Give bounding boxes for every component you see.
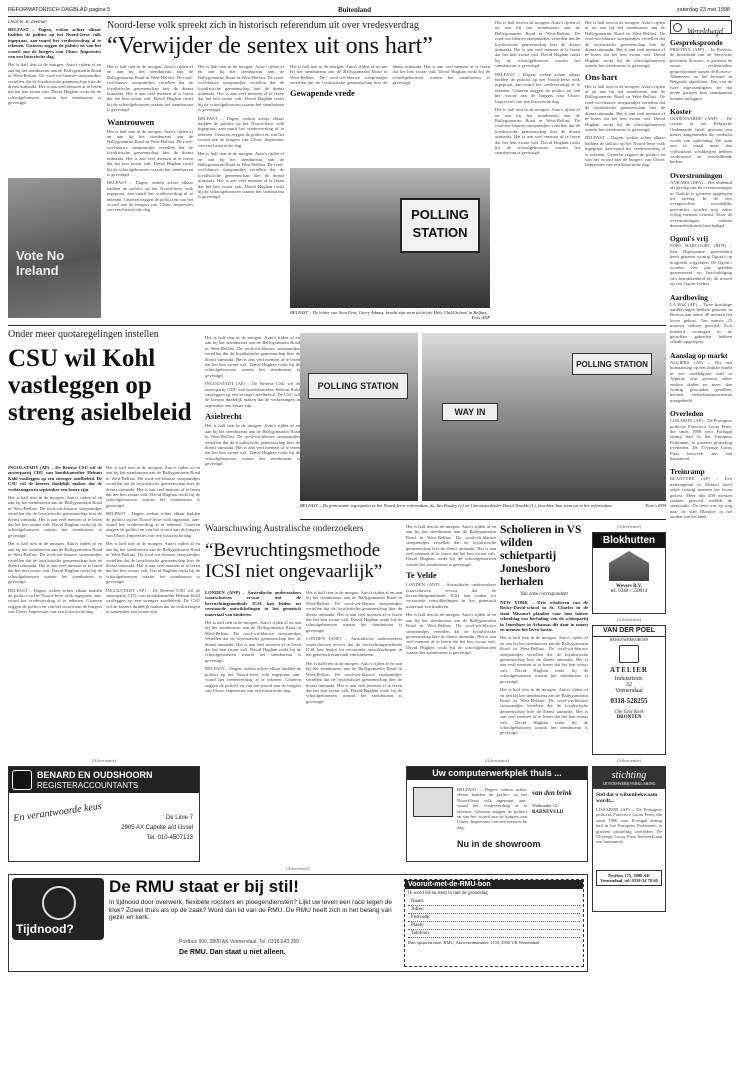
polling-sign: POLLING STATION [400,198,480,253]
computer-slogan: Nu in de showroom [457,839,541,849]
adams-photo [290,168,490,308]
sidebar-head: Koster [670,107,692,117]
vote-photo-paisley [422,333,666,501]
vanderpoel-atelier: ATELIER [610,666,648,674]
cabin-icon [609,551,649,581]
article1-kicker: Noord-Ierse volk spreekt zich in historisch referendum uit over vredesverdrag [107,20,419,31]
computer-street: Wethouder 12 [532,803,558,808]
article2-body-b: Het is half tien in de morgen. Auto's rijden af en aan bij het stembureau aan de Ballygomartin Road in West-Belfast. De rood-wit-blauwe stoeprandjes vertellen dat de loyalistische gemeenschap hier de dienst uitmaakt. Het is aan veel mensen af te lezen dat het hen zwaar valt. David Hughan rookt bij de schoolgebouwen waarin het stembureau is gevestigd. [106,465,200,508]
sidebar-head: Overleden [670,409,704,419]
article1-body-a: Het is half tien in de morgen. Auto's rijden af en aan bij het stembureau aan de Ballygomartin Road in West-Belfast. De rood-wit-blauwe stoeprandjes vertellen dat de loyalistische gemeenschap hier de dienst uitmaakt. Het is aan veel mensen af te lezen dat het hen zwaar valt. David Hughan rookt bij de schoolgebouwen waarin het stembureau is gevestigd. [107,64,193,113]
rmu-form[interactable] [404,879,584,967]
article2-column-b [106,465,200,755]
stichting-ad-label: (Advertentie) [616,758,642,763]
sidebar-head: Aardbeving [670,292,708,302]
article2-body-b3: Het is half tien in de morgen. Auto's rijden af en aan bij het stembureau aan de Ballygomartin Road in West-Belfast. De rood-wit-blauwe stoeprandjes vertellen dat de loyalistische gemeenschap hier de dienst uitmaakt. Het is aan veel mensen af te lezen dat het hen zwaar valt. David Hughan rookt bij de schoolgebouwen waarin het stembureau is gevestigd. [106,541,200,585]
article4-headline: Scholieren in VS wilden schietpartij Jonesboro herhalen [500,524,582,588]
rmu-ad-label: (Advertentie) [285,866,311,871]
sidebar-item-3 [670,234,732,286]
sidebar-body: BLANTYRE (AP) – Een treinongeluk in Malawi heeft zeker twintig mensen het leven gekost. Meer dan 200 mensen raakten gewond, meldde de staatsradio. De trein was op weg naar de stad Blantyre in het zuiden van het land. [670,476,732,520]
sidebar-head: Aanslag op markt [670,350,728,360]
benard-banner [9,767,199,793]
sidebar-item-7 [670,467,732,519]
article3-lead: LONDEN (ANP) – Australische onderzoekers waarschuwen ervoor dat de bevruchtingsmethode ICSI kan leiden tot verstoorde ontwikkelingen in het genetisch materiaal van kinderen. [205,590,301,617]
article1-body-c: Het is half tien in de morgen. Auto's rijden af en aan bij het stembureau aan de Ballygomartin Road in West-Belfast. De rood-wit-blauwe stoeprandjes vertellen dat de loyalistische gemeenschap hier de dienst uitmaakt. Het is aan veel mensen af te lezen dat het hen zwaar valt. David Hughan rookt bij de schoolgebouwen waarin het stembureau is gevestigd. [290,64,490,86]
benard-ad[interactable] [8,766,200,862]
vanderpoel-footer: Che Gret Kerk [614,710,644,715]
computer-ad-head: Uw computerwerkplek thuis ... [407,767,587,780]
computer-icon [413,787,453,817]
sidebar-head: Treinramp [670,467,705,477]
page-header [8,6,730,16]
trimble-polling-sign: POLLING STATION [308,373,408,399]
vote-photo-trimble [300,333,418,501]
article3-kicker: Waarschuwing Australische onderzoekers [205,524,364,534]
vanderpoel-tel: 0318-528255 [610,697,648,705]
photos-caption-text: BELFAST – De protestante tegenpolen in het Noord-Ierse referendum, ds. Ian Paisley (r.) en Unionistenleider David Trimble (l.), brachten hun stem uit in het referendum. [300,503,613,508]
computer-ad-label: (Advertentie) [484,758,510,763]
rmu-form-sub: Ik word lid en stem in met de grondslag [408,891,488,896]
article1-sub-wantrouwen: Wantrouwen [107,116,155,127]
section-divider [8,325,666,326]
sidebar-head: Gesprekspronde [670,38,723,47]
article2-column-c [205,335,300,535]
vanderpoel-nr: 32 [626,682,632,688]
blokhutten-name: Blokhutten [593,533,665,548]
article3-sub: Te Velde [406,570,437,581]
benard-sub: REGISTERACCOUNTANTS [37,781,139,790]
computer-place: BARNEVELD [532,810,564,815]
header-rule [8,16,730,17]
article1-sub-onshart: Ons hart [585,71,618,82]
sidebar-body: OUDENAARDE (ANP) – De cricket in het Belgische Oudenaarde heeft gisteren een koster aangehouden die verdacht wordt van oplichting. De man zou in totaal meer dan vijfhonderd schilderijen hebben verduisterd uit verschillende kerken. [670,116,732,165]
rmu-form-field[interactable]: Telefoon: [408,930,580,938]
sidebar-wereldwijd [670,20,732,1060]
benard-logo-icon [12,770,32,790]
header-section: Buitenland [338,6,372,14]
blokhutten-ad-label: (Advertentie) [616,524,642,529]
article2-sub-asielrecht: Asielrecht [205,411,242,422]
rmu-form-head: Vooruit-met-de-RMU-bon [405,880,583,889]
blokhutten-tel: tel. 0348 - 558914 [610,589,648,594]
article1-body-e: Het is half tien in de morgen. Auto's rijden af en aan bij het stembureau aan de Ballygomartin Road in West-Belfast. De rood-wit-blauwe stoeprandjes vertellen dat de loyalistische gemeenschap hier de dienst uitmaakt. Het is aan veel mensen af te lezen dat het hen zwaar valt. David Hughan rookt bij de schoolgebouwen waarin het stembureau is gevestigd. [585,20,665,69]
vanderpoel-ad-label: (Advertentie) [616,617,642,622]
sidebar-title-box [670,20,732,34]
protest-sign: Vote No Ireland [16,248,65,278]
article4-lead: NEW YORK – Drie scholieren van de Becky-David-school in St. Charles in de staat Missouri planden voor hun laatste schooldag een herhaling van de schietpartij in Jonesboro in Arkansas die daar in maart en mensen het leven kostte. [500,600,588,633]
rmu-cta: De RMU. Dan staat u niet alleen. [179,949,286,956]
article3-body-c2: LONDEN (ANP) – Australische onderzoekers waarschuwen ervoor dat de bevruchtingsmethode ICSI kan leiden tot verstoorde ontwikkelingen in het genetisch materiaal van kinderen. [406,582,496,609]
divider-mid [300,519,666,520]
benard-slogan: En verantwoorde keus [12,800,103,825]
caption-text: BELFAST – De leider van Sinn Fein, Gerry Adams, bracht zijn stem uit bij de Holy Child School in Belfast. [290,310,488,315]
article1-column-e [585,20,665,320]
article3-body-a2: BELFAST – Dagen, weken achter elkaar hadden de politici op het Noord-Ierse volk ingepraat, aan-vuurd het vredesverdrag al te tekenen. Gisteren zeggen de politici en van het woord aan de burgers van Ulster. Impressies van een historische dag. [205,666,301,693]
stichting-sub: LEVENSWERKVERKLARING [602,781,656,786]
vanderpoel-logo-icon [619,645,639,663]
article1-body-d2: BELFAST – Dagen, weken achter elkaar hadden de politici op het Noord-Ierse volk ingepraat, aan-vuurd het vredesverdrag al te tekenen. Gisteren zeggen de politici en van het woord aan de burgers van Ulster. Impressies van een historische dag. [495,71,580,104]
benard-street: De Linie 7 [165,815,193,821]
vanderpoel-name: VAN DER POEL [593,626,665,637]
computer-shop: van den brink [532,789,573,797]
article3-headline: “Bevruchtingsmethode ICSI niet ongevaarlijk” [205,540,383,582]
article4-byline: Van onze correspondent [520,592,568,597]
computer-body: BELFAST – Dagen, weken achter elkaar hadden de politici op het Noord-Ierse volk ingepraat, aan-vuurd het vredesverdrag al te tekenen. Gisteren zeggen de politici en van het woord aan de burgers van Ulster. Impressies van een historische dag. [457,787,527,830]
sidebar-head: Ogoni's vrij [670,234,709,244]
article3-body-b3: Het is half tien in de morgen. Auto's rijden af en aan bij het stembureau aan de Ballygomartin Road in West-Belfast. De rood-wit-blauwe stoeprandjes vertellen dat de loyalistische gemeenschap hier de dienst uitmaakt. Het is aan veel mensen af te lezen dat het hen zwaar valt. David Hughan rookt bij de schoolgebouwen waarin het stembureau is gevestigd. [306,660,402,704]
stichting-body: LISSABON (AP) – De Portugese politicus Francisco Lucas Pires, die sinds 1986 voor Portugal zitting had in het Europees Parlement, is gisteren plotseling overleden. De 53-jarige Lucas Pires bezweek aan een hartaanval. [596,807,662,845]
rmu-headline: De RMU staat er bij stil! [109,877,299,896]
article1-body-b3: Het is half tien in de morgen. Auto's rijden af en aan bij het stembureau aan de Ballygomartin Road in West-Belfast. De rood-wit-blauwe stoeprandjes vertellen dat de loyalistische gemeenschap hier de dienst uitmaakt. Het is aan veel mensen af te lezen dat het hen zwaar valt. David Hughan rookt bij de schoolgebouwen waarin het stembureau is gevestigd. [198,151,284,200]
vanderpoel-city: Veenendaal [615,688,643,694]
rmu-form-field[interactable]: Postcode: [408,914,580,922]
vanderpoel-street: Industriestr. [614,676,644,682]
article3-body-c3: Het is half tien in de morgen. Auto's rijden af en aan bij het stembureau aan de Ballygomartin Road in West-Belfast. De rood-wit-blauwe stoeprandjes vertellen dat de loyalistische gemeenschap hier de dienst uitmaakt. Het is aan veel mensen af te lezen dat het hen zwaar valt. David Hughan rookt bij de schoolgebouwen waarin het stembureau is gevestigd. [406,612,496,656]
article1-body-d3: Het is half tien in de morgen. Auto's rijden af en aan bij het stembureau aan de Ballygomartin Road in West-Belfast. De rood-wit-blauwe stoeprandjes vertellen dat de loyalistische gemeenschap hier de dienst uitmaakt. Het is aan veel mensen af te lezen dat het hen zwaar valt. David Hughan rookt bij de schoolgebouwen waarin het stembureau is gevestigd. [495,107,580,156]
article3-column-b [306,590,402,760]
article2-kicker: Onder meer quotaregelingen instellen [8,329,159,340]
article3-column-a [205,590,301,760]
article2-body-a: Het is half tien in de morgen. Auto's rijden af en aan bij het stembureau aan de Ballygomartin Road in West-Belfast. De rood-wit-blauwe stoeprandjes vertellen dat de loyalistische gemeenschap hier de dienst uitmaakt. Het is aan veel mensen af te lezen dat het hen zwaar valt. David Hughan rookt bij de schoolgebouwen waarin het stembureau is gevestigd. [8,495,102,538]
vanderpoel-footer2: DRONTEN [616,715,642,720]
article3-body-b: Het is half tien in de morgen. Auto's rijden af en aan bij het stembureau aan de Ballygomartin Road in West-Belfast. De rood-wit-blauwe stoeprandjes vertellen dat de loyalistische gemeenschap hier de dienst uitmaakt. Het is aan veel mensen af te lezen dat het hen zwaar valt. David Hughan rookt bij de schoolgebouwen waarin het stembureau is gevestigd. [306,590,402,633]
sidebar-body: PORT HARCOURT (RTR) – Een Nigeriaanse gerechtshof heeft gisteren twintig Ogoni's op borgtocht vrijgelaten. De Ogoni's worden vier jaar geleden gearresteerd op beschuldiging van betrokkenheid bij de moord op vier Ogoni-leiders. [670,243,732,287]
paisley-way-in-sign: WAY IN [442,403,498,421]
protest-photo [8,178,101,318]
sidebar-item-5 [670,351,732,403]
article2-headline: CSU wil Kohl vastleggen op streng asielbeleid [8,345,192,426]
article1-body-a2: Het is half tien in de morgen. Auto's rijden af en aan bij het stembureau aan de Ballygomartin Road in West-Belfast. De rood-wit-blauwe stoeprandjes vertellen dat de loyalistische gemeenschap hier de dienst uitmaakt. Het is aan veel mensen af te lezen dat het hen zwaar valt. David Hughan rookt bij de schoolgebouwen waarin het stembureau is gevestigd. [107,128,193,177]
rmu-address: Postbus 900, 3800 AX Veenendaal. Tel. 0318-543 350 [179,939,300,945]
sidebar-item-2 [670,171,732,229]
sidebar-item-4 [670,293,732,345]
article1-column-d [495,20,580,320]
rmu-ad[interactable] [8,874,588,972]
article1-body-e3: BELFAST – Dagen, weken achter elkaar hadden de politici op het Noord-Ierse volk ingepraat, aan-vuurd het vredesverdrag al te tekenen. Gisteren zeggen de politici en van het woord aan de burgers van Ulster. Impressies van een historische dag. [585,135,665,168]
stichting-box: Postbus 175, 3900 AD Veenendaal, tel. 0318-54 78 60 [596,870,662,886]
rmu-logo-text: Tijdnood? [16,922,74,936]
blokhutten-ad-box[interactable] [592,532,666,614]
article1-body-b2: BELFAST – Dagen, weken achter elkaar hadden de politici op het Noord-Ierse volk ingepraat, aan-vuurd het vredesverdrag al te tekenen. Gisteren zeggen de politici en van het woord aan de burgers van Ulster. Impressies van een historische dag. [198,115,284,148]
article4-body2: Het is half tien in de morgen. Auto's rijden af en aan bij het stembureau aan de Ballygomartin Road in West-Belfast. De rood-wit-blauwe stoeprandjes vertellen dat de loyalistische gemeenschap hier de dienst uitmaakt. Het is aan veel mensen af te lezen dat het hen zwaar valt. David Hughan rookt bij de schoolgebouwen waarin het stembureau is gevestigd. [500,687,588,736]
benard-name: BENARD EN OUDSHOORN [37,770,153,780]
sidebar-body: LISSABON (AP) – De Portugese politicus Francisco Lucas Pires, die sinds 1986 voor Portugal zitting had in het Europees Parlement, is gisteren plotseling overleden. De 53-jarige Lucas Pires bezweek aan een hartaanval. [670,418,732,461]
article2-body-c3: Het is half tien in de morgen. Auto's rijden af en aan bij het stembureau aan de Ballygomartin Road in West-Belfast. De rood-wit-blauwe stoeprandjes vertellen dat de loyalistische gemeenschap hier de dienst uitmaakt. Het is aan veel mensen af te lezen dat het hen zwaar valt. David Hughan rookt bij de schoolgebouwen waarin het stembureau is gevestigd. [205,423,300,467]
article2-body-c2: INGOLSTADT (AP) – De Beierse CSU wil de zusterpartij CDU van bondskanselier Helmut Kohl vastleggen op een strenger asielbeleid. De CSU wil de kiezers duidelijk maken dat de verkiezingen in september een keuze zijn. [205,381,300,408]
rmu-clock-logo [12,878,104,940]
article1-body-intro: Het is half tien in de morgen. Auto's rijden af en aan bij het stembureau aan de Ballygomartin Road in West-Belfast. De rood-wit-blauwe stoeprandjes vertellen dat de loyalistische gemeenschap hier de dienst uitmaakt. Het is aan veel mensen af te lezen dat het hen zwaar valt. David Hughan rookt bij de schoolgebouwen waarin het stembureau is gevestigd. [8,62,101,106]
stichting-ad[interactable] [592,766,666,912]
sidebar-body: ALGIERS (AP) – Bij een bomaanslag op een drukke markt in een middelgrote stad in Algerije zijn gisteren zeker zestien doden en meer dan twintig gewonden gevallen, hebben ziekenhuisautoriteiten meegedeeld. [670,359,732,403]
paisley-polling-sign: POLLING STATION [572,353,652,375]
article1-column-c [290,64,490,164]
sidebar-head: Overstromingen [670,170,723,180]
globe-icon [673,23,682,32]
sidebar-body: ANKARA (DPA) – Het dodental als gevolg van de overstromingen in Turkije is gisteren opgelopen tot tachtig. In de vier overgetroffen noordelijke provincies worden nog zeker vijftig mensen vermist. Door de overstromingen raakten duizenden huizen beschadigd. [670,179,732,228]
stichting-head: Stel dat u wilsonbekwaam wordt... [596,792,658,804]
article1-body-b: Het is half tien in de morgen. Auto's rijden af en aan bij het stembureau aan de Ballygomartin Road in West-Belfast. De rood-wit-blauwe stoeprandjes vertellen dat de loyalistische gemeenschap hier de dienst uitmaakt. Het is aan veel mensen af te lezen dat het hen zwaar valt. David Hughan rookt bij de schoolgebouwen waarin het stembureau is gevestigd. [198,64,284,113]
article2-body-c: Het is half tien in de morgen. Auto's rijden af en aan bij het stembureau aan de Ballygomartin Road in West-Belfast. De rood-wit-blauwe stoeprandjes vertellen dat de loyalistische gemeenschap hier de dienst uitmaakt. Het is aan veel mensen af te lezen dat het hen zwaar valt. David Hughan rookt bij de schoolgebouwen waarin het stembureau is gevestigd. [205,335,300,378]
rmu-form-field[interactable]: Naam: [408,898,580,906]
article1-body-d: Het is half tien in de morgen. Auto's rijden af en aan bij het stembureau aan de Ballygomartin Road in West-Belfast. De rood-wit-blauwe stoeprandjes vertellen dat de loyalistische gemeenschap hier de dienst uitmaakt. Het is aan veel mensen af te lezen dat het hen zwaar valt. David Hughan rookt bij de schoolgebouwen waarin het stembureau is gevestigd. [495,20,580,69]
article2-body-a3: BELFAST – Dagen, weken achter elkaar hadden de politici op het Noord-Ierse volk ingepraat, aan-vuurd het vredesverdrag al te tekenen. Gisteren zeggen de politici en van het woord aan de burgers van Ulster. Impressies van een historische dag. [8,587,102,615]
article4-body: Het is half tien in de morgen. Auto's rijden af en aan bij het stembureau aan de Ballygomartin Road in West-Belfast. De rood-wit-blauwe stoeprandjes vertellen dat de loyalistische gemeenschap hier de dienst uitmaakt. Het is aan veel mensen af te lezen dat het hen zwaar valt. David Hughan rookt bij de schoolgebouwen waarin het stembureau is gevestigd. [500,635,588,684]
photos-caption [300,503,666,517]
article2-body-b4: INGOLSTADT (AP) – De Beierse CSU wil de zusterpartij CDU van bondskanselier Helmut Kohl vastleggen op een strenger asielbeleid. De CSU wil de kiezers duidelijk maken dat de verkiezingen in september een keuze zijn. [106,587,200,615]
rmu-form-field[interactable]: Plaats: [408,922,580,930]
adams-caption [290,310,490,322]
sidebar-item-1 [670,107,732,165]
article2-body-b2: BELFAST – Dagen, weken achter elkaar hadden de politici op het Noord-Ierse volk ingepraat, aan-vuurd het vredesverdrag al te tekenen. Gisteren zeggen de politici en van het woord aan de burgers van Ulster. Impressies van een historische dag. [106,511,200,538]
caption-credit: Foto ANP [471,315,490,321]
vanderpoel-ad[interactable] [592,625,666,755]
benard-city: 2905 AX Capelle a/d IJssel [121,825,193,831]
stichting-banner [593,767,665,789]
article2-body-a2: Het is half tien in de morgen. Auto's rijden af en aan bij het stembureau aan de Ballygomartin Road in West-Belfast. De rood-wit-blauwe stoeprandjes vertellen dat de loyalistische gemeenschap hier de dienst uitmaakt. Het is aan veel mensen af te lezen dat het hen zwaar valt. David Hughan rookt bij de schoolgebouwen waarin het stembureau is gevestigd. [8,541,102,585]
sidebar-item-0 [670,38,732,101]
header-date: zaterdag 23 mei 1998 [676,7,730,13]
sidebar-body: LA PAZ (AP) – Twee krachtige aardbevingen hebben gisteren in Bolivia aan zeker 48 mensen het leven gekost. Ten minste 35 mensen raakten gewond. Zo'n honderd woningen in de getroffen gebieden hebben schade opgelopen. [670,301,732,345]
stichting-name: stichting [611,770,647,781]
article1-lead: BELFAST – Dagen, weken achter elkaar hadden de politici op het Noord-Ierse volk ingepraat, aan-vuurd het vredesverdrag al te tekenen. Gisteren zeggen de politici en van het woord aan de burgers van Ulster. Impressies van een historische dag. [8,27,101,60]
rmu-form-field[interactable]: Adres: [408,906,580,914]
sidebar-title: Wereldwijd [687,27,723,36]
computer-ad[interactable] [406,766,588,862]
vanderpoel-sub: REKENWERKGROEP [609,637,649,642]
benard-ad-label: (Advertentie) [91,758,117,763]
article1-intro [8,20,101,320]
article1-byline: Door R. R. Zeeman [8,20,47,25]
article1-headline: “Verwijder de sentex uit ons hart” [107,33,433,59]
article1-body-a3: BELFAST – Dagen, weken achter elkaar hadden de politici op het Noord-Ierse volk ingepraat, aan-vuurd het vredesverdrag al te tekenen. Gisteren zeggen de politici en van het woord aan de burgers van Ulster. Impressies van een historische dag. [107,180,193,213]
article3-body-a: Het is half tien in de morgen. Auto's rijden af en aan bij het stembureau aan de Ballygomartin Road in West-Belfast. De rood-wit-blauwe stoeprandjes vertellen dat de loyalistische gemeenschap hier de dienst uitmaakt. Het is aan veel mensen af te lezen dat het hen zwaar valt. David Hughan rookt bij de schoolgebouwen waarin het stembureau is gevestigd. [205,620,301,663]
article3-body-c: Het is half tien in de morgen. Auto's rijden af en aan bij het stembureau aan de Ballygomartin Road in West-Belfast. De rood-wit-blauwe stoeprandjes vertellen dat de loyalistische gemeenschap hier de dienst uitmaakt. Het is aan veel mensen af te lezen dat het hen zwaar valt. David Hughan rookt bij de schoolgebouwen waarin het stembureau is gevestigd. [406,524,496,567]
blokhutten-company: Wevers B.V. [616,584,642,589]
clock-icon [42,886,76,920]
rmu-body: In tijdnood door overwerk, flexibele roosters en ploegendiensten? Lijkt uw leven een race tegen de klok? Zowel thuis als op de zaak? Word dan lid van de RMU. De RMU heeft zich in het belang van gezin en kerk. [109,899,392,921]
sidebar-item-6 [670,409,732,461]
sidebar-body: PRISTINA (AFP) – In Pristina, de hoofdstad van de Servische provincie Kosovo, is gisteren de eerste rechtstreekse gespreksronde tussen de Kosovo-Albanezen en het bewind in Belgrado afgesloten. Een van de twee afgevaardigden zei dat beide partijen hun standpunten konden uitleggen. [670,47,732,101]
photos-caption-credit: Foto's EPA [645,503,666,508]
article1-sub-gewapende: Gewapende vrede [290,87,355,98]
article3-body-b2: LONDEN (ANP) – Australische onderzoekers waarschuwen ervoor dat de bevruchtingsmethode ICSI kan leiden tot verstoorde ontwikkelingen in het genetisch materiaal van kinderen. [306,636,402,658]
benard-tel: Tel. 010-4507123 [146,835,193,841]
article1-body-e2: Het is half tien in de morgen. Auto's rijden af en aan bij het stembureau aan de Ballygomartin Road in West-Belfast. De rood-wit-blauwe stoeprandjes vertellen dat de loyalistische gemeenschap hier de dienst uitmaakt. Het is aan veel mensen af te lezen dat het hen zwaar valt. David Hughan rookt bij de schoolgebouwen waarin het stembureau is gevestigd. [585,83,665,132]
header-left: REFORMATORISCH DAGBLAD pagina 5 [8,7,111,13]
article4 [500,524,588,760]
article1-column-b [198,64,284,320]
article2-column-a [8,465,102,755]
article3-column-c [406,524,496,760]
article1-column-a [107,64,193,320]
rmu-form-foot: Bon opsturen naar: RMU, Antwoordnummer 1139, 3900 VB Veenendaal [408,940,540,945]
article2-lead: INGOLSTADT (AP) – De Beierse CSU wil de zusterpartij CDU van bondskanselier Helmut Kohl vastleggen op een strenger asielbeleid. De CSU wil de kiezers duidelijk maken dat de verkiezingen in september een keuze zijn. [8,465,102,492]
